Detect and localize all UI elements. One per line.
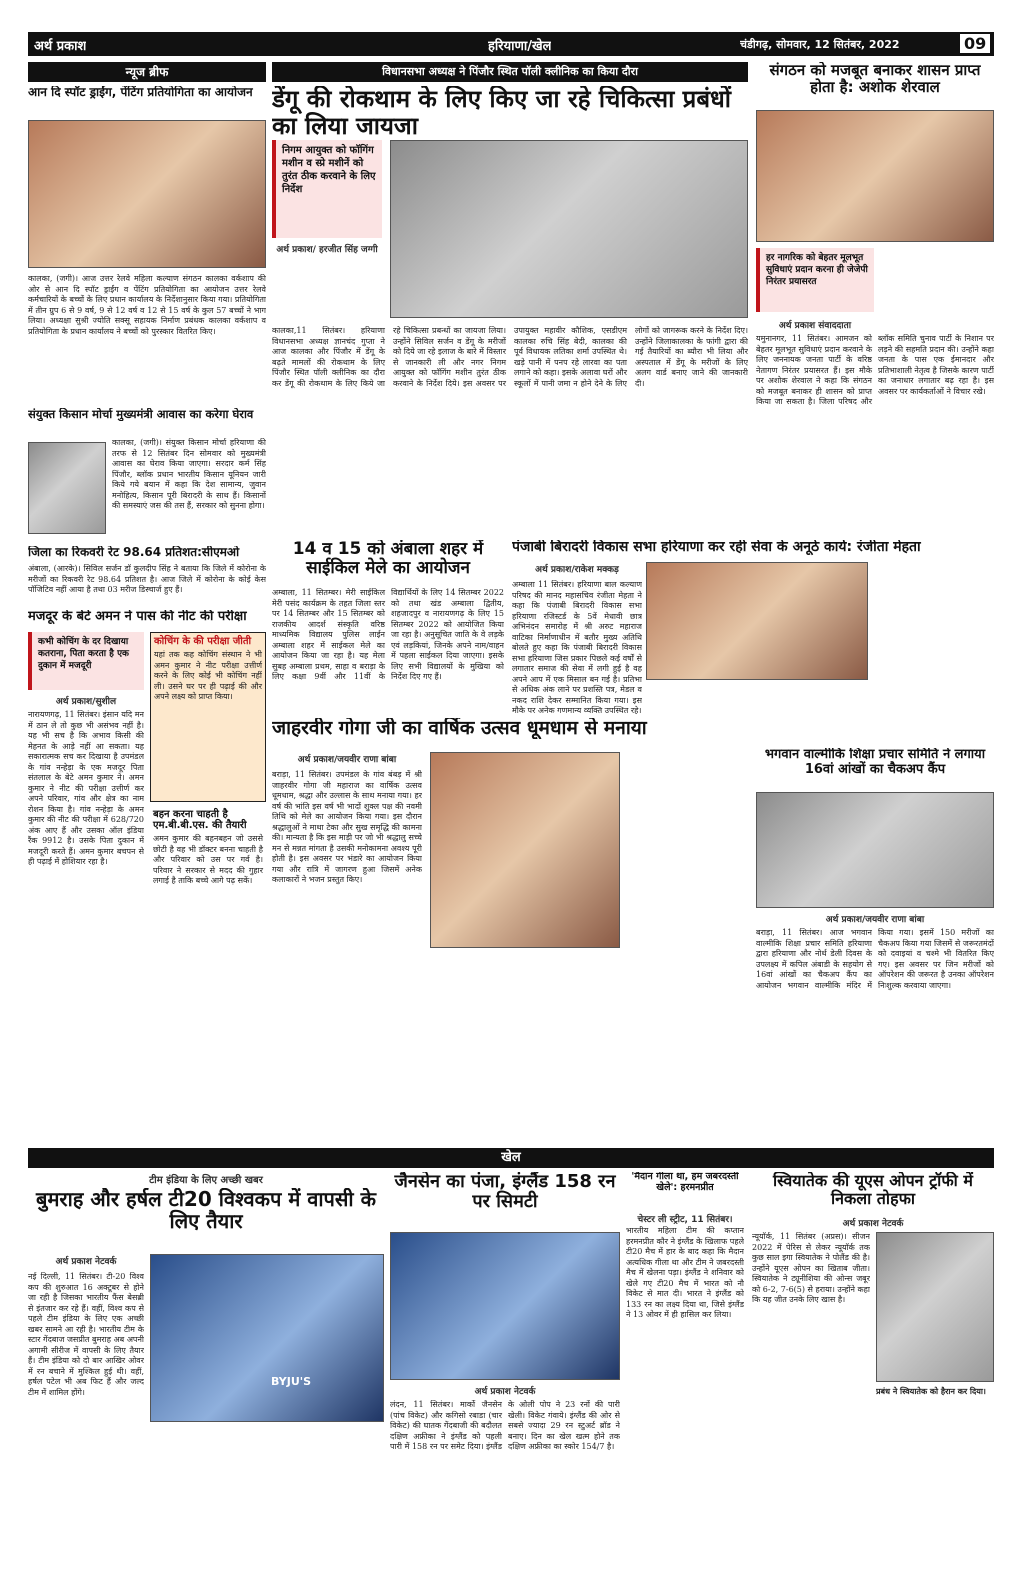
- coaching-box-body: यहां तक कह कोचिंग संस्थान ने भी अमन कुमार ने नीट परीक्षा उत्तीर्ण करने के लिए कोई भी कोचिंग नहीं ली। उसने घर पर ही पढ़ाई की और अपने लक्ष्य को प्राप्त किया।: [154, 650, 262, 702]
- jersey-sponsor: BYJU'S: [271, 1375, 312, 1388]
- farmer-photo: [28, 442, 106, 534]
- punjabi-byline: अर्थ प्रकाश/राकेश मक्कड़: [535, 565, 619, 575]
- valmiki-photo: [756, 792, 994, 908]
- jansen-body: लंदन, 11 सितंबर। मार्को जैनसेन (पांच विकेट) और कगिसो रबाडा (चार विकेट) की घातक गेंदबाजी की बदौलत दक्षिण अफ्रीका ने इंग्लैंड को पहली पारी में 158 रन पर समेट दिया। इंग्लैंड के ओली पोप ने 23 रनों की पारी खेली। विकेट गंवाये। इंग्लैंड की ओर से सबसे ज्यादा 29 रन स्टुअर्ट ब्रॉड ने बनाए। दिन का खेल खत्म होने तक दक्षिण अफ्रीका का स्कोर 154/7 है।: [390, 1400, 620, 1451]
- majdoor-sub: कभी कोचिंग के दर दिखाया कतराना, पिता करता है एक दुकान में मजदूरी: [28, 632, 144, 690]
- goga-story: [272, 718, 748, 1138]
- valmiki-body: बराड़ा, 11 सितंबर। आज भगवान वाल्मीकि शिक्षा प्रचार समिति हरियाणा द्वारा हरियाणा और नोर्थ डेली दिवस के उपलक्ष्य में कपिल अंबाडी के सहयोग से 16वां आंखों का चैकअप कैंप का आयोजन भगवान वाल्मीकि मंदिर में किया गया। इसमें 150 मरीजों का चैकअप किया गया जिसमें से जरूरतमंदों को दवाइयां व चश्मे भी वितरित किए गए। इस अवसर पर जिन मरीजों को ऑपरेशन की जरूरत है उनका ऑपरेशन निःशुल्क करवाया जाएगा।: [756, 928, 994, 990]
- top-story-body: कालका,11 सितंबर। हरियाणा विधानसभा अध्यक्ष ज्ञानचंद गुप्ता ने आज कालका और पिंजौर में डेंगू के बढ़ते मामलों की रोकथाम के लिए पिंजौर स्थित पॉली क्लीनिक का दौरा कर डेंगू की रोकथाम के लिए किये जा रहे चिकित्सा प्रबन्धों का जायजा लिया। उन्होंने सिविल सर्जन व डेंगू के मरीजों को दिये जा रहे इलाज के बारे में विस्तार से जानकारी ली और नगर निगम आयुक्त को फॉगिंग मशीन तुरंत ठीक करवाने के निर्देश दिये। इस अवसर पर उपायुक्त महावीर कौशिक, एसडीएम कालका रुचि सिंह बेदी, कालका की पूर्व विधायक लतिका शर्मा उपस्थित थे। खड़े पानी में पनप रहे लारवा का पता लगाने को कहा। इसके अलावा घरों और स्कूलों में पानी जमा न होने देने के लिए लोगों को जागरूक करने के निर्देश दिए। उन्होंने जिलाकालका के फांगी द्वारा की गई तैयारियों का ब्यौरा भी लिया और अस्पताल में डेंगू के मरीजों के लिए अलग वार्ड बनाए जाने की जानकारी दी।: [272, 326, 748, 388]
- goga-headline: जाहरवीर गोगा जी का वार्षिक उत्सव धूमधाम से मनाया: [272, 718, 647, 739]
- bumrah-headline: बुमराह और हर्षल टी20 विश्वकप में वापसी के लिए तैयार: [36, 1188, 376, 1233]
- bumrah-story: [28, 1172, 384, 1572]
- sangathan-story: [756, 62, 994, 532]
- masthead: अर्थ प्रकाश: [34, 39, 87, 54]
- cycle-headline: 14 व 15 को अंबाला शहर में साईकिल मेले का आयोजन: [292, 540, 484, 579]
- khel-label: खेल: [501, 1150, 521, 1165]
- sister-box: [150, 806, 266, 1140]
- harmanpreet-story: [626, 1172, 744, 1572]
- khel-section-bar: [28, 1148, 994, 1168]
- punjabi-body: अम्बाला 11 सितंबर। हरियाणा बाल कल्याण परिषद की मानद महासचिव रंजीता मेहता ने कहा कि पंजाबी बिरादरी विकास सभा हरियाणा रजिस्टर्ड के 5वें मेधावी छात्र अभिनंदन समारोह में श्री अरुट महाराज वाटिका निर्माणाधीन में बतौर मुख्य अतिथि बोलते हुए कहा कि पंजाबी बिरादरी विकास सभा हरियाणा जिस प्रकार पिछले कई वर्षों से लगातार समाज की सेवा में लगी हुई है वह अपने आप में एक मिसाल बन गई है। प्रतिभा से अधिक अंक लाने पर प्रशस्ति पत्र, मेडल व नकद राशि देकर सम्मानित किया गया। इस मौके पर अनेक गणमान्य व्यक्ति उपस्थित रहे।: [512, 580, 642, 715]
- harmanpreet-kicker: 'मैदान गीला था, हम जबरदस्ती खेले': हरमनप्रीत: [631, 1172, 739, 1193]
- section-title: हरियाणा/खेल: [488, 39, 552, 54]
- jansen-story: [390, 1172, 620, 1572]
- sister-box-title: बहन करना चाहती है एम.बी.बी.एस. की तैयारी: [153, 809, 247, 832]
- punjabi-photo: [646, 562, 868, 680]
- punjabi-story: [512, 540, 994, 740]
- page-header: [28, 32, 994, 56]
- swiatek-story: [752, 1172, 994, 1572]
- punjabi-headline: पंजाबी बिरादरी विकास सभा हरियाणा कर रही सेवा के अनूठे कार्य: रंजीता मेहता: [512, 540, 921, 555]
- swiatek-photo: [876, 1232, 994, 1382]
- coaching-box: [150, 632, 266, 802]
- swiatek-byline: अर्थ प्रकाश नेटवर्क: [842, 1219, 904, 1229]
- dateline: चंडीगढ़, सोमवार, 12 सितंबर, 2022: [740, 38, 900, 51]
- bumrah-byline: अर्थ प्रकाश नेटवर्क: [55, 1257, 117, 1267]
- brief-label: न्यूज ब्रीफ: [28, 62, 266, 82]
- swiatek-body: न्यूयॉर्क, 11 सितंबर (अप्रस)। सीजन 2022 में पेरिस से लेकर न्यूयॉर्क तक कुछ साल इगा स्वियातेक ने पोलैंड की है। उन्होंने यूएस ओपन का खिताब जीता। स्वियातेक ने ट्यूनीशिया की ओन्स जबूर को 6-2, 7-6(5) से हराया। उन्होंने कहा कि यह जीत उनके लिए खास है।: [752, 1232, 870, 1304]
- valmiki-headline: भगवान वाल्मीकि शिक्षा प्रचार समिति ने लगाया 16वां आंखों का चैकअप कैंप: [764, 748, 986, 777]
- bumrah-photo: [150, 1254, 384, 1422]
- valmiki-byline: अर्थ प्रकाश/जयवीर राणा बांबा: [825, 915, 925, 925]
- cycle-story: [272, 540, 504, 710]
- top-story-headline: डेंगू की रोकथाम के लिए किए जा रहे चिकित्सा प्रबंधों का लिया जायजा: [272, 86, 732, 140]
- clinic-visit-photo: [390, 140, 748, 318]
- brief-headline-2: संयुक्त किसान मोर्चा मुख्यमंत्री आवास का करेगा घेराव: [28, 408, 254, 421]
- goga-body: बराड़ा, 11 सितंबर। उपमंडल के गांव बंबड़ में श्री जाहरवीर गोगा जी महाराज का वार्षिक उत्सव धूमधाम, श्रद्धा और उल्लास के साथ मनाया गया। हर वर्ष की भांति इस वर्ष भी भादों शुक्ल पक्ष की नवमी तिथि को मेले का आयोजन किया गया। इस दौरान श्रद्धालुओं ने माथा टेका और सुख समृद्धि की कामना की। मान्यता है कि इस माड़ी पर जो भी श्रद्धालु सच्चे मन से मन्नत मांगता है उसकी मनोकामना अवश्य पूरी होती है। इस अवसर पर भंडारे का आयोजन किया गया और रात्रि में जागरण हुआ जिसमें अनेक कलाकारों ने भजन प्रस्तुत किए।: [272, 770, 422, 884]
- goga-photo: [430, 752, 620, 948]
- brief-body-3: अंबाला, (आरके)। सिविल सर्जन डॉ कुलदीप सिंह ने बताया कि जिले में कोरोना के मरीजों का रिकवरी रेट 98.64 प्रतिशत है। आज जिले में कोरोना के कोई केस पॉजिटिव नहीं आया है तथा 03 मरीज डिस्चार्ज हुए हैं।: [28, 564, 266, 594]
- brief-body-1: कालका, (जगी)। आज उत्तर रेलवे महिला कल्याण संगठन कालका वर्कशाप की ओर से आन दि स्पॉट ड्राईंग व पेंटिंग प्रतियोगिता का आयोजन उत्तर रेलवे कर्मचारियों के बच्चों के लिए प्रधान कार्यालय के निर्देशानुसार किया गया। प्रतियोगिता में तीन ग्रुप 6 से 9 वर्ष, 9 से 12 वर्ष व 12 से 15 वर्ष के कुल 57 बच्चों ने भाग लिया। अध्यक्षा सुश्री ज्योति सक्सू सहायक निर्माण प्रबंधक कालका वर्कशाप व प्रतियोगिता के प्रधान कार्यालय ने बच्चों को पुरस्कार वितरित किए।: [28, 274, 266, 336]
- majdoor-byline: अर्थ प्रकाश/सुशील: [55, 697, 117, 707]
- majdoor-story: [28, 610, 266, 1140]
- top-story-kicker: विधानसभा अध्यक्ष ने पिंजौर स्थित पॉली क्लीनिक का किया दौरा: [272, 62, 748, 82]
- harmanpreet-body: भारतीय महिला टीम की कप्तान हरमनप्रीत कौर ने इंग्लैंड के खिलाफ पहले टी20 मैच में हार के बाद कहा कि मैदान अत्यधिक गीला था और टीम ने जबरदस्ती मैच में खेलना पड़ा। इंग्लैंड ने शनिवार को खेले गए टी20 मैच में भारत को नौ विकेट से मात दी। भारत ने इंग्लैंड को 133 रन का लक्ष्य दिया था, जिसे इंग्लैंड ने 13 ओवर में ही हासिल कर लिया।: [626, 1226, 744, 1319]
- majdoor-body: नारायणगढ़, 11 सितंबर। इंसान यदि मन में ठान ले तो कुछ भी असंभव नहीं है। यह भी सच है कि अभाव किसी की मेहनत के आड़े नहीं आ सकता। यह सकारात्मक सच कर दिखाया है उपमंडल के गांव नन्हेड़ा के एक मजदूर पिता संतलाल के बेटे अमन कुमार ने। अमन कुमार ने नीट की परीक्षा उत्तीर्ण कर अपने परिवार, गांव और क्षेत्र का नाम रोशन किया है। गांव नन्हेड़ा के अमन कुमार की नीट की परीक्षा में 628/720 अंक आए हैं और उसका ऑल इंडिया रैंक 9912 है। उसके पिता दुकान में मजदूरी करते हैं। अमन कुमार बचपन से ही पढ़ाई में होशियार रहा है।: [28, 710, 144, 866]
- swiatek-headline: स्वियातेक की यूएस ओपन ट्रॉफी में निकला तोहफा: [773, 1172, 973, 1208]
- sangathan-byline: अर्थ प्रकाश संवाददाता: [778, 321, 852, 331]
- coaching-box-title: कोचिंग के की परीक्षा जीती: [154, 636, 252, 647]
- page-number: 09: [960, 34, 990, 53]
- top-story: [272, 62, 748, 532]
- top-story-byline: अर्थ प्रकाश/ हरजीत सिंह जग्गी: [276, 245, 378, 255]
- bumrah-body: नई दिल्ली, 11 सितंबर। टी-20 विश्व कप की शुरुआत 16 अक्टूबर से होने जा रही है जिसका भारतीय फैंस बेसब्री से इंतजार कर रहे हैं। वहीं, विश्व कप से पहले टीम इंडिया के लिए एक अच्छी खबर सामने आ रही है। भारतीय टीम के स्टार गेंदबाज जसप्रीत बुमराह अब अपनी अगामी सीरीज में वापसी के लिए तैयार हैं। टीम इंडिया को दो बार आखिर ओवर में रन बचाने में मुश्किल हुई थी। वहीं, हर्षल पटेल भी अब फिट हैं और जल्द टीम में शामिल होंगे।: [28, 1272, 144, 1397]
- jansen-photo: [390, 1232, 620, 1380]
- brief-headline-1: आन दि स्पॉट ड्राईंग, पेंटिंग प्रतियोगिता का आयोजन: [28, 86, 253, 99]
- valmiki-story: [756, 748, 994, 1138]
- top-story-sub: निगम आयुक्त को फॉगिंग मशीन व स्प्रे मशीनें को तुरंत ठीक करवाने के लिए निर्देश: [272, 140, 382, 238]
- brief-headline-3: जिला का रिकवरी रेट 98.64 प्रतिशत:सीएमओ: [28, 546, 240, 559]
- sister-box-body: अमन कुमार की बहनबहन जो उससे छोटी है वह भी डॉक्टर बनना चाहती है और परिवार को उस पर गर्व है। परिवार ने सरकार से मदद की गुहार लगाई है ताकि बच्चे आगे पढ़ सकें।: [153, 834, 263, 886]
- bumrah-kicker: टीम इंडिया के लिए अच्छी खबर: [149, 1175, 263, 1186]
- harmanpreet-byline: चेस्टर ली स्ट्रीट, 11 सितंबर।: [637, 1215, 733, 1225]
- goga-byline: अर्थ प्रकाश/जयवीर राणा बांबा: [297, 755, 397, 765]
- news-brief: [28, 62, 266, 602]
- sangathan-sub: हर नागरिक को बेहतर मूलभूत सुविधाएं प्रदान करना ही जेजेपी निरंतर प्रयासरत: [756, 248, 874, 312]
- drawing-contest-photo: [28, 120, 266, 268]
- sangathan-body: यमुनानगर, 11 सितंबर। आमजन को बेहतर मूलभूत सुविधाएं प्रदान करवाने के लिए जननायक जनता पार्टी के वरिष्ठ नेतागण निरंतर प्रयासरत हैं। इस मौके पर अशोक शेरवाल ने कहा कि संगठन को मजबूत बनाकर ही शासन को प्राप्त किया जा सकता है। जिला परिषद और ब्लॉक समिति चुनाव पार्टी के निशान पर लड़ने की सहमति प्रदान की। उन्होंने कहा जनता के पास एक ईमानदार और प्रतिभाशाली नेतृत्व है जिसके कारण पार्टी का जनाधार लगातार बढ़ रहा है। इस अवसर पर कार्यकर्ताओं ने विचार रखे।: [756, 334, 994, 406]
- swiatek-photo-caption: प्रबंध ने स्वियातेक को हैरान कर दिया।: [876, 1386, 986, 1396]
- sangathan-photo: [756, 110, 994, 242]
- cycle-body: अम्बाला, 11 सितम्बर। मेरी साईकिल मेरी पसंद कार्यक्रम के तहत जिला स्तर पर 14 सितम्बर और 15 सितम्बर को राजकीय आदर्श संस्कृति वरिष्ठ माध्यमिक विद्यालय पुलिस लाईन अम्बाला शहर में साईकल मेले का आयोजन किया जा रहा है। यह मेला सुबह अम्बाला प्रथम, साहा व बराड़ा के लिए कक्षा 9वीं और 11वीं के विद्यार्थियों के लिए 14 सितम्बर 2022 को तथा खंड अम्बाला द्वितीय, शहजादपुर व नारायणगढ़ के लिए 15 सितम्बर 2022 को आयोजित किया जा रहा है। अनुसूचित जाति के वे लड़के एवं लड़कियां, जिनके अपने नाम/वाहन में पहला साईकल दिया जाएगा। इसके लिए सभी विद्यालयों के मुखिया को निर्देश दिए गए हैं।: [272, 588, 504, 681]
- jansen-headline: जैनसेन का पंजा, इंग्लैंड 158 रन पर सिमटी: [394, 1172, 616, 1213]
- sangathan-headline: संगठन को मजबूत बनाकर शासन प्राप्त होता है: अशोक शेरवाल: [769, 62, 981, 96]
- brief-body-2: कालका, (जगी)। संयुक्त किसान मोर्चा हरियाणा की तरफ से 12 सितंबर दिन सोमवार को मुख्यमंत्री आवास का घेराव किया जाएगा। सरदार कर्म सिंह पिंजौर, ब्लॉक प्रधान भारतीय किसान यूनियन जारी किये गये बयान में कहा कि देश सामान्य, जुवान मनोहित्य, किसान पूरी बिरादरी के साथ हैं। किसानों की समस्याएं जस की तस हैं, सरकार को सुनना होगा।: [112, 438, 266, 510]
- majdoor-headline: मजदूर के बेटे अमन ने पास की नीट की परीक्षा: [28, 610, 247, 624]
- jansen-byline: अर्थ प्रकाश नेटवर्क: [474, 1387, 536, 1397]
